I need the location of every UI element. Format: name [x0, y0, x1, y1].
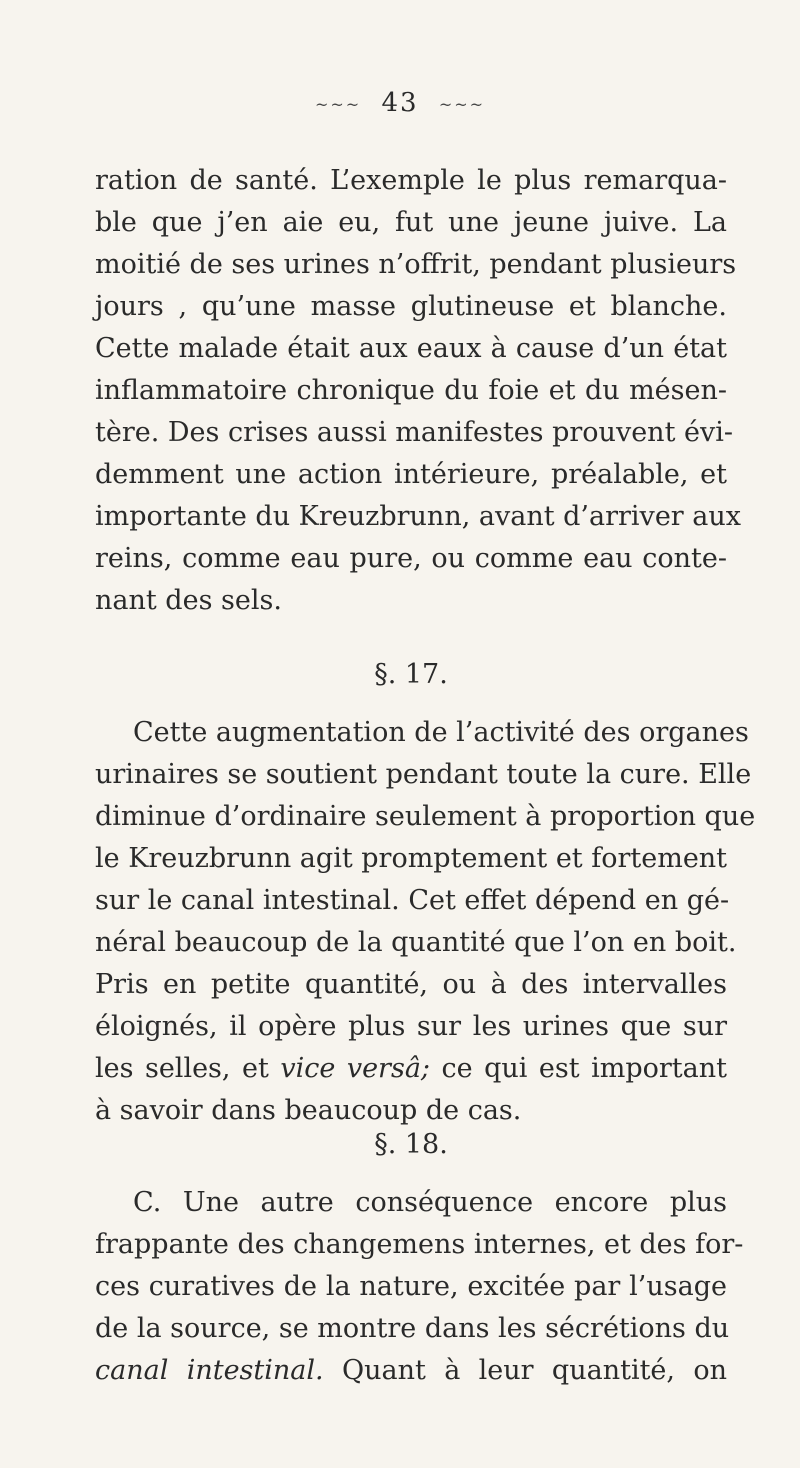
text-line: demment une action intérieure, préalable, et [95, 459, 727, 490]
paragraph-3 [95, 1182, 744, 1392]
text-line: néral beaucoup de la quantité que l’on en boit. [95, 927, 737, 958]
text-line: inflammatoire chronique du foie et du mésen- [95, 375, 727, 406]
text-line: sur le canal intestinal. Cet effet dépend en gé- [95, 885, 730, 916]
text-line: Pris en petite quantité, ou à des intervalles [95, 969, 727, 1000]
paragraph-1 [95, 160, 741, 622]
text-line: le Kreuzbrunn agit promptement et fortement [95, 843, 728, 874]
text-line: frappante des changemens internes, et des for- [95, 1229, 744, 1260]
text-line: tère. Des crises aussi manifestes prouvent évi- [95, 417, 733, 448]
text-line [95, 1048, 727, 1090]
text-line: nant des sels. [95, 585, 282, 616]
text-line: à savoir dans beaucoup de cas. [95, 1095, 522, 1126]
text-run: Quant à leur quantité, on [323, 1355, 727, 1386]
text-line: Cette augmentation de l’activité des organes [133, 717, 749, 748]
ornament-left: ~~~ [314, 94, 362, 114]
text-line: de la source, se montre dans les sécrétions du [95, 1313, 730, 1344]
paragraph-2 [95, 712, 756, 1132]
text-line: ces curatives de la nature, excitée par l’usage [95, 1271, 727, 1302]
italic-phrase: vice versâ; [280, 1053, 431, 1084]
page-number: 43 [381, 88, 419, 118]
section-heading-17: §. 17. [374, 659, 448, 690]
section-17-block [95, 654, 727, 696]
text-line [95, 1350, 727, 1392]
section-18-block [95, 1124, 727, 1166]
text-line: importante du Kreuzbrunn, avant d’arriver aux [95, 501, 741, 532]
text-line: reins, comme eau pure, ou comme eau conte- [95, 543, 727, 574]
text-run: ce qui est important [430, 1053, 727, 1084]
text-line: diminue d’ordinaire seulement à proportion que [95, 801, 756, 832]
text-line: C. Une autre conséquence encore plus [133, 1187, 727, 1218]
text-line: jours , qu’une masse glutineuse et blanche. [95, 291, 727, 322]
text-line: ble que j’en aie eu, fut une jeune juive. La [95, 207, 727, 238]
text-line: moitié de ses urines n’offrit, pendant plusieurs [95, 249, 737, 280]
text-line: Cette malade était aux eaux à cause d’un état [95, 333, 727, 364]
page-header [0, 88, 800, 118]
text-line: éloignés, il opère plus sur les urines que sur [95, 1011, 727, 1042]
text-line: urinaires se soutient pendant toute la cure. Elle [95, 759, 752, 790]
text-line: ration de santé. L’exemple le plus remarqua- [95, 165, 727, 196]
text-run: les selles, et [95, 1053, 281, 1084]
ornament-right: ~~~ [438, 94, 486, 114]
section-heading-18: §. 18. [374, 1129, 448, 1160]
italic-phrase: canal intestinal. [95, 1355, 324, 1386]
